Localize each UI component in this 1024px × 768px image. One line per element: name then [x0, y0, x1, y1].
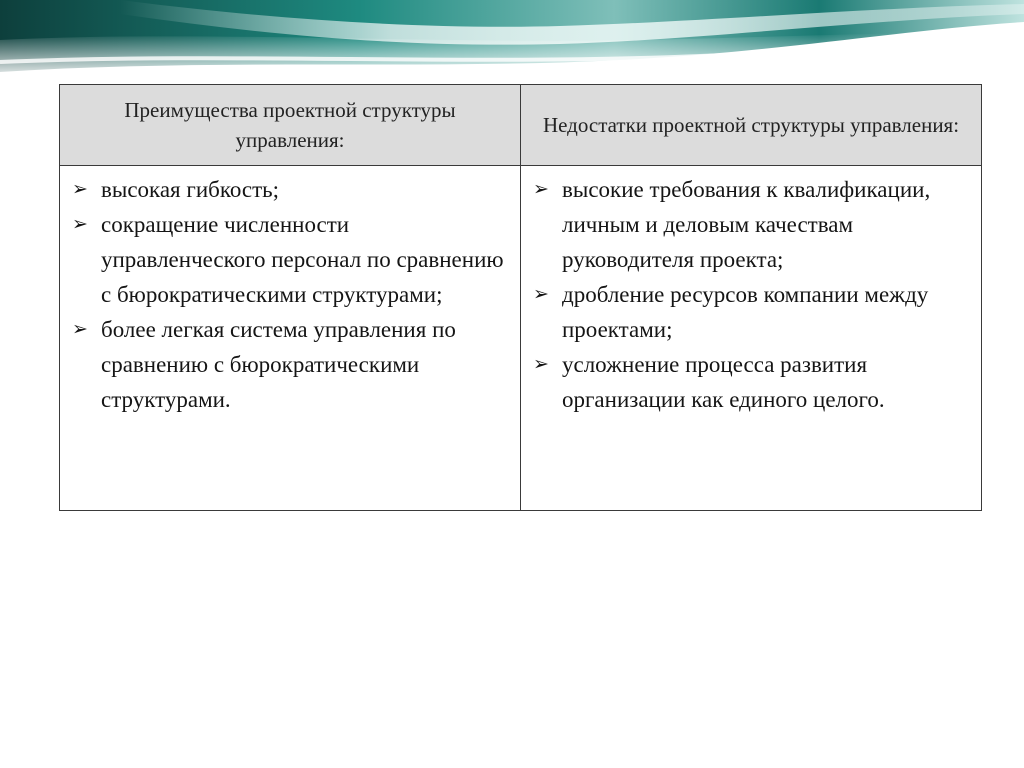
arrow-bullet-icon: ➢	[72, 178, 88, 200]
list-item	[531, 347, 971, 417]
list-item	[531, 172, 971, 277]
table-header-row	[60, 85, 982, 166]
disadvantages-list	[531, 172, 971, 417]
decorative-wave-banner	[0, 0, 1024, 80]
list-item	[531, 277, 971, 347]
table-body-row	[60, 166, 982, 511]
arrow-bullet-icon: ➢	[533, 283, 549, 305]
list-item-text: усложнение процесса развития организации как единого целого.	[562, 352, 885, 412]
comparison-table	[59, 84, 982, 511]
list-item	[70, 207, 510, 312]
list-item-text: сокращение численности управленческого персонал по сравнению с бюрократическими структурами;	[101, 212, 504, 307]
header-advantages: Преимущества проектной структуры управления:	[60, 85, 521, 166]
disadvantages-cell	[521, 166, 982, 511]
arrow-bullet-icon: ➢	[533, 178, 549, 200]
comparison-table-container	[59, 84, 982, 511]
arrow-bullet-icon: ➢	[72, 318, 88, 340]
list-item	[70, 172, 510, 207]
header-disadvantages: Недостатки проектной структуры управления:	[521, 85, 982, 166]
list-item-text: более легкая система управления по сравнению с бюрократическими структурами.	[101, 317, 456, 412]
arrow-bullet-icon: ➢	[533, 353, 549, 375]
list-item-text: дробление ресурсов компании между проектами;	[562, 282, 929, 342]
list-item	[70, 312, 510, 417]
advantages-cell	[60, 166, 521, 511]
list-item-text: высокие требования к квалификации, личным и деловым качествам руководителя проекта;	[562, 177, 931, 272]
list-item-text: высокая гибкость;	[101, 177, 280, 202]
arrow-bullet-icon: ➢	[72, 213, 88, 235]
advantages-list	[70, 172, 510, 417]
